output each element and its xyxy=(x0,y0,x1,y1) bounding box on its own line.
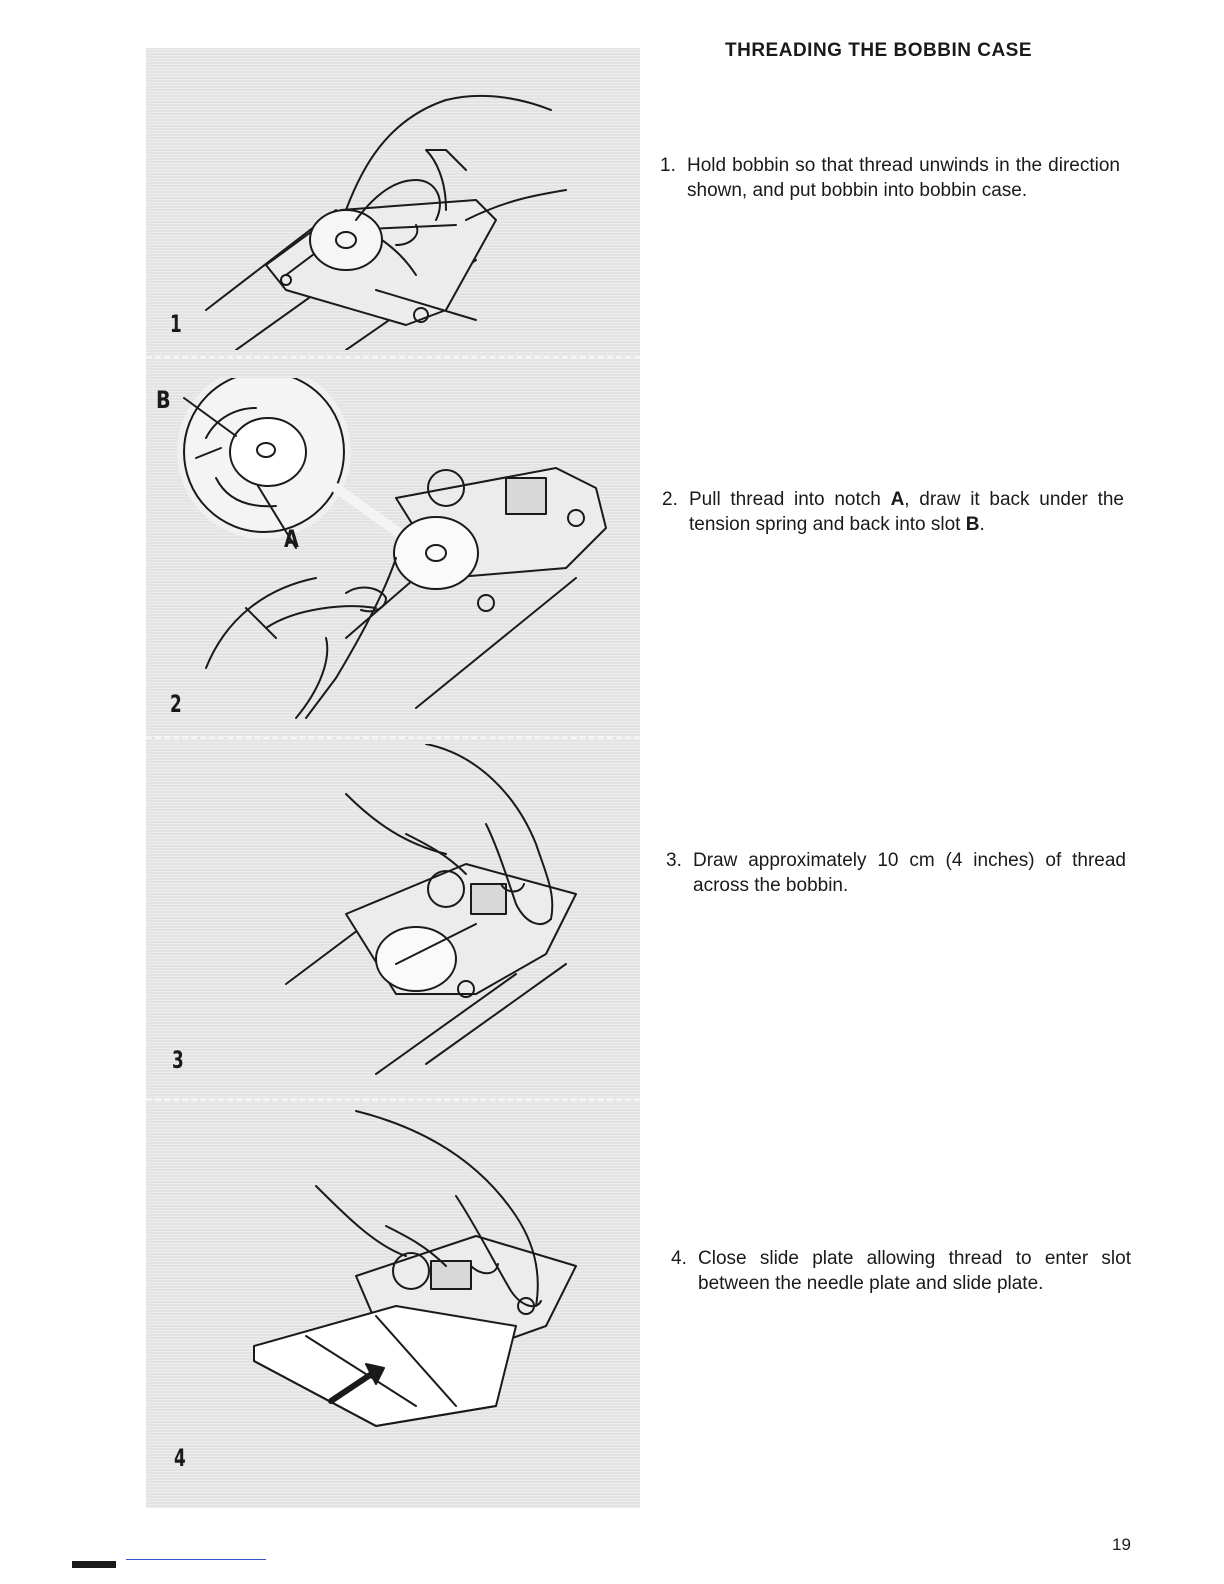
figure-number: 4 xyxy=(174,1444,186,1472)
step-2 xyxy=(662,487,1124,537)
hand-inserting-bobbin-illustration xyxy=(146,60,640,350)
page-number: 19 xyxy=(1112,1535,1131,1554)
thread-into-notch-illustration xyxy=(146,378,640,728)
footer-mark xyxy=(72,1561,116,1568)
figure-number: 1 xyxy=(170,310,182,338)
step-number: 2. xyxy=(662,489,678,510)
callout-b: B xyxy=(156,386,171,414)
figure-3 xyxy=(146,744,640,1084)
step-text: Hold bobbin so that thread unwinds in the direction shown, and put bobbin into bobbin case. xyxy=(687,155,1120,201)
footer-line xyxy=(126,1559,266,1560)
slot-b-label: B xyxy=(965,514,980,535)
step-text: Draw approximately 10 cm (4 inches) of thread across the bobbin. xyxy=(693,850,1126,896)
figure-2 xyxy=(146,378,640,728)
step-number: 4. xyxy=(671,1248,687,1269)
page-title: THREADING THE BOBBIN CASE xyxy=(725,40,1033,61)
figure-number: 2 xyxy=(170,690,182,718)
figure-4 xyxy=(146,1106,640,1498)
step-1 xyxy=(660,153,1120,203)
close-slide-plate-illustration xyxy=(146,1106,640,1498)
step-text: Pull thread into notch A, draw it back under the tension spring and back into slot B. xyxy=(689,489,1124,535)
step-number: 3. xyxy=(666,850,682,871)
panel-divider xyxy=(146,356,640,359)
notch-a-label: A xyxy=(890,489,905,510)
figure-1 xyxy=(146,60,640,350)
figure-number: 3 xyxy=(172,1046,184,1074)
step-3 xyxy=(666,848,1126,898)
panel-divider xyxy=(146,736,640,739)
step-text: Close slide plate allowing thread to enter slot between the needle plate and slide plate. xyxy=(698,1248,1131,1294)
step-4 xyxy=(671,1246,1131,1296)
panel-divider xyxy=(146,1098,640,1101)
callout-a: A xyxy=(284,525,299,553)
draw-thread-across-bobbin-illustration xyxy=(146,744,640,1084)
step-number: 1. xyxy=(660,155,676,176)
